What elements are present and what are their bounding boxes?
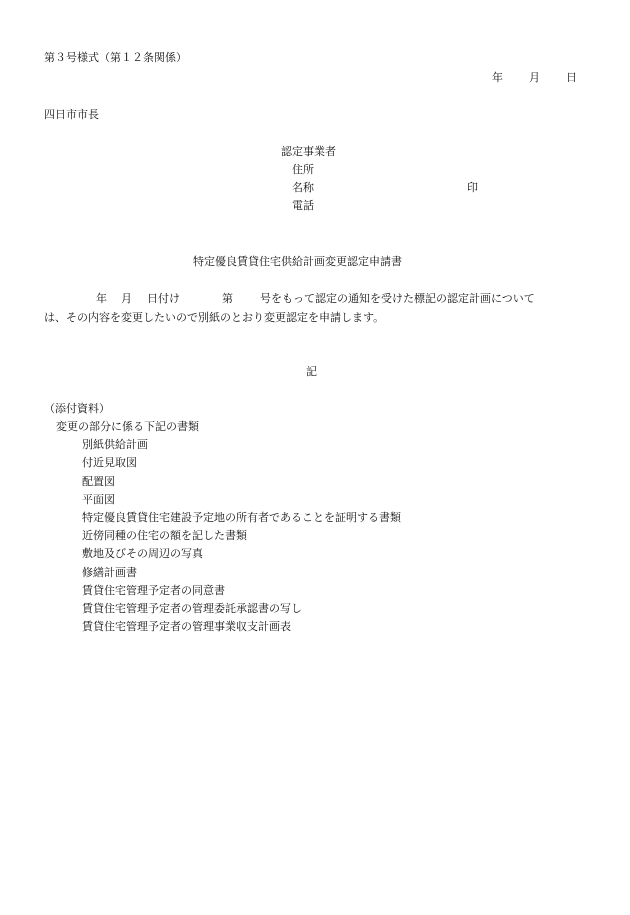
- attachment-item: 平面図: [82, 493, 115, 506]
- ki-marker: 記: [306, 365, 317, 378]
- attachment-item: 敷地及びその周辺の写真: [82, 547, 203, 560]
- attachment-item: 賃貸住宅管理予定者の管理事業収支計画表: [82, 620, 291, 633]
- seal-mark: 印: [467, 181, 478, 194]
- attachments-heading: （添付資料）: [44, 402, 110, 415]
- attachment-item: 別紙供給計画: [82, 438, 148, 451]
- name-label: 名称: [292, 181, 314, 194]
- body-line2: は、その内容を変更したいので別紙のとおり変更認定を申請します。: [44, 311, 385, 324]
- body-line1-rest: 号をもって認定の通知を受けた標記の認定計画について: [260, 292, 535, 305]
- attachment-item: 配置図: [82, 475, 115, 488]
- addressee: 四日市市長: [44, 108, 99, 121]
- attachment-item: 近傍同種の住宅の額を記した書類: [82, 529, 247, 542]
- body-month-label: 月: [121, 292, 132, 305]
- date-year-label: 年: [492, 71, 503, 84]
- applicant-heading: 認定事業者: [281, 145, 336, 158]
- address-label: 住所: [292, 163, 314, 176]
- body-year-label: 年: [96, 292, 107, 305]
- document-title: 特定優良賃貸住宅供給計画変更認定申請書: [193, 255, 402, 268]
- attachment-item: 修繕計画書: [82, 566, 137, 579]
- attachments-subheading: 変更の部分に係る下記の書類: [56, 420, 199, 433]
- form-number: 第３号様式（第１２条関係）: [44, 51, 187, 64]
- date-month-label: 月: [529, 71, 540, 84]
- attachment-item: 特定優良賃貸住宅建設予定地の所有者であることを証明する書類: [82, 511, 401, 524]
- attachment-item: 賃貸住宅管理予定者の同意書: [82, 584, 225, 597]
- body-dated-label: 日付け: [147, 292, 180, 305]
- date-day-label: 日: [566, 71, 577, 84]
- body-number-prefix: 第: [222, 292, 233, 305]
- phone-label: 電話: [292, 199, 314, 212]
- attachment-item: 賃貸住宅管理予定者の管理委託承認書の写し: [82, 602, 302, 615]
- attachment-item: 付近見取図: [82, 456, 137, 469]
